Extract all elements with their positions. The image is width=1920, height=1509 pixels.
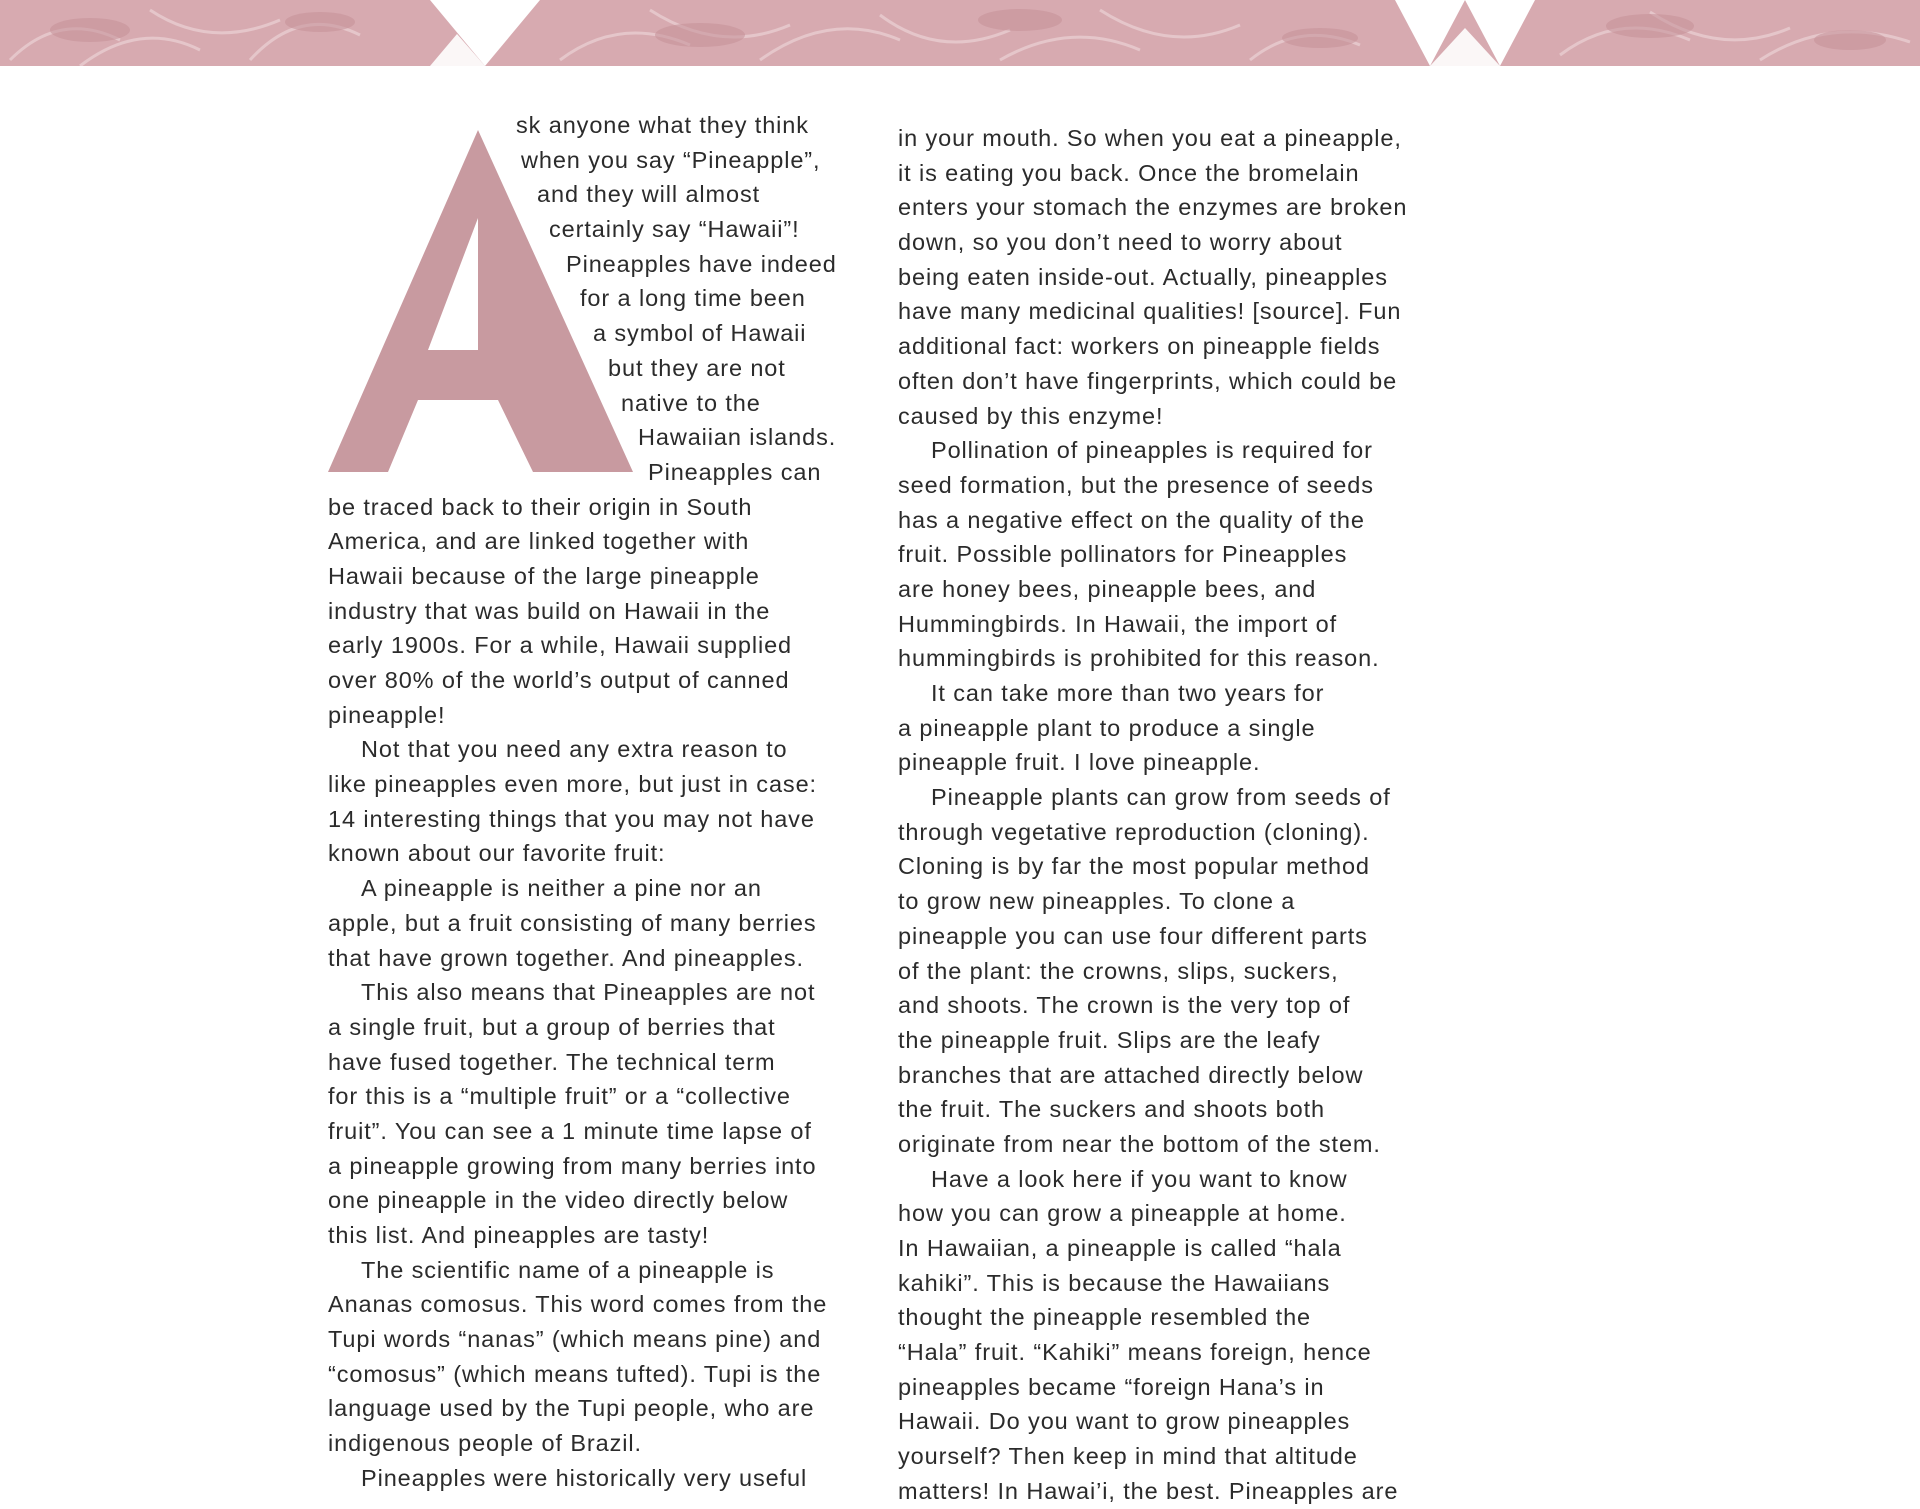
text-line: Tupi words “nanas” (which means pine) and <box>328 1326 822 1353</box>
text-line: often don’t have fingerprints, which could be <box>898 367 1398 394</box>
text-line: “comosus” (which means tufted). Tupi is the <box>328 1360 822 1387</box>
text-line: the fruit. The suckers and shoots both <box>898 1096 1325 1123</box>
text-line: kahiki”. This is because the Hawaiians <box>898 1269 1331 1296</box>
text-line: certainly say “Hawaii”! <box>549 216 800 243</box>
article-left-column <box>328 108 868 1496</box>
text-line: pineapple! <box>328 701 446 728</box>
text-line: Hawaii. Do you want to grow pineapples <box>898 1408 1351 1435</box>
text-line: native to the <box>621 389 761 416</box>
text-line: it is eating you back. Once the bromelain <box>898 159 1360 186</box>
text-line: A pineapple is neither a pine nor an <box>361 875 762 902</box>
text-line: when you say “Pineapple”, <box>521 146 821 173</box>
text-line: originate from near the bottom of the stem. <box>898 1130 1381 1157</box>
text-line: enters your stomach the enzymes are broken <box>898 194 1408 221</box>
text-line: America, and are linked together with <box>328 528 750 555</box>
text-line: caused by this enzyme! <box>898 402 1164 429</box>
text-line: The scientific name of a pineapple is <box>361 1256 775 1283</box>
text-line: “Hala” fruit. “Kahiki” means foreign, hence <box>898 1339 1372 1366</box>
text-line: 14 interesting things that you may not have <box>328 805 815 832</box>
text-line: Pollination of pineapples is required for <box>931 437 1373 464</box>
text-line: one pineapple in the video directly below <box>328 1187 789 1214</box>
text-line: Ananas comosus. This word comes from the <box>328 1291 828 1318</box>
text-line: a pineapple growing from many berries into <box>328 1152 817 1179</box>
text-line: how you can grow a pineapple at home. <box>898 1200 1347 1227</box>
text-line: Hawaii because of the large pineapple <box>328 562 760 589</box>
text-line: a symbol of Hawaii <box>593 320 807 347</box>
text-line: In Hawaiian, a pineapple is called “hala <box>898 1235 1342 1261</box>
text-line: like pineapples even more, but just in case: <box>328 771 817 798</box>
text-line: Hawaiian islands. <box>638 424 837 451</box>
text-line: the pineapple fruit. Slips are the leafy <box>898 1026 1321 1053</box>
text-line: for this is a “multiple fruit” or a “collective <box>328 1083 791 1110</box>
text-line: that have grown together. And pineapples. <box>328 944 804 971</box>
text-line: and shoots. The crown is the very top of <box>898 992 1351 1019</box>
text-line: fruit. Possible pollinators for Pineapples <box>898 541 1348 568</box>
article-right-column <box>898 121 1438 1509</box>
text-line: early 1900s. For a while, Hawaii supplied <box>328 632 793 659</box>
text-line: has a negative effect on the quality of the <box>898 506 1365 533</box>
text-line: matters! In Hawai’i, the best. Pineapples are <box>898 1477 1399 1504</box>
text-line: are honey bees, pineapple bees, and <box>898 575 1317 602</box>
text-line: branches that are attached directly below <box>898 1061 1364 1088</box>
text-line: in your mouth. So when you eat a pineapple, <box>898 125 1402 151</box>
text-line: fruit”. You can see a 1 minute time lapse of <box>328 1117 812 1144</box>
text-line: a single fruit, but a group of berries that <box>328 1013 776 1040</box>
text-line: It can take more than two years for <box>931 680 1325 706</box>
text-line: being eaten inside-out. Actually, pineapples <box>898 263 1388 290</box>
text-line: Not that you need any extra reason to <box>361 736 788 763</box>
text-line: apple, but a fruit consisting of many berries <box>328 909 817 936</box>
text-line: known about our favorite fruit: <box>328 840 666 867</box>
text-line: Pineapples have indeed <box>566 250 837 277</box>
text-line: be traced back to their origin in South <box>328 493 753 520</box>
text-line: for a long time been <box>580 285 806 312</box>
text-line: pineapple you can use four different parts <box>898 922 1368 949</box>
text-line: have fused together. The technical term <box>328 1048 776 1075</box>
text-line: sk anyone what they think <box>516 112 809 138</box>
banner-pattern <box>0 0 1920 66</box>
text-line: thought the pineapple resembled the <box>898 1304 1312 1331</box>
text-line: pineapple fruit. I love pineapple. <box>898 749 1261 776</box>
text-line: language used by the Tupi people, who are <box>328 1395 815 1422</box>
text-line: down, so you don’t need to worry about <box>898 229 1343 256</box>
text-line: have many medicinal qualities! [source]. Fun <box>898 298 1402 325</box>
text-line: yourself? Then keep in mind that altitude <box>898 1443 1358 1470</box>
text-line: This also means that Pineapples are not <box>361 979 816 1006</box>
text-line: seed formation, but the presence of seeds <box>898 471 1374 498</box>
text-line: pineapples became “foreign Hana’s in <box>898 1373 1325 1400</box>
text-line: indigenous people of Brazil. <box>328 1430 642 1457</box>
text-line: to grow new pineapples. To clone a <box>898 888 1296 915</box>
text-line: and they will almost <box>537 181 761 208</box>
header-banner <box>0 0 1920 66</box>
text-line: over 80% of the world’s output of canned <box>328 667 790 693</box>
text-line: Hummingbirds. In Hawaii, the import of <box>898 610 1338 637</box>
text-line: Have a look here if you want to know <box>931 1165 1348 1192</box>
text-line: a pineapple plant to produce a single <box>898 714 1316 741</box>
text-line: of the plant: the crowns, slips, suckers, <box>898 957 1339 984</box>
text-line: Pineapple plants can grow from seeds of <box>931 784 1391 811</box>
text-line: Pineapples were historically very useful <box>361 1464 808 1491</box>
text-line: additional fact: workers on pineapple fields <box>898 333 1381 360</box>
text-line: but they are not <box>608 354 786 381</box>
text-line: industry that was build on Hawaii in the <box>328 597 771 624</box>
text-line: this list. And pineapples are tasty! <box>328 1222 710 1248</box>
text-line: hummingbirds is prohibited for this reason. <box>898 645 1380 672</box>
text-line: Pineapples can <box>648 458 822 485</box>
text-line: through vegetative reproduction (cloning). <box>898 818 1370 845</box>
text-line: Cloning is by far the most popular method <box>898 853 1370 880</box>
